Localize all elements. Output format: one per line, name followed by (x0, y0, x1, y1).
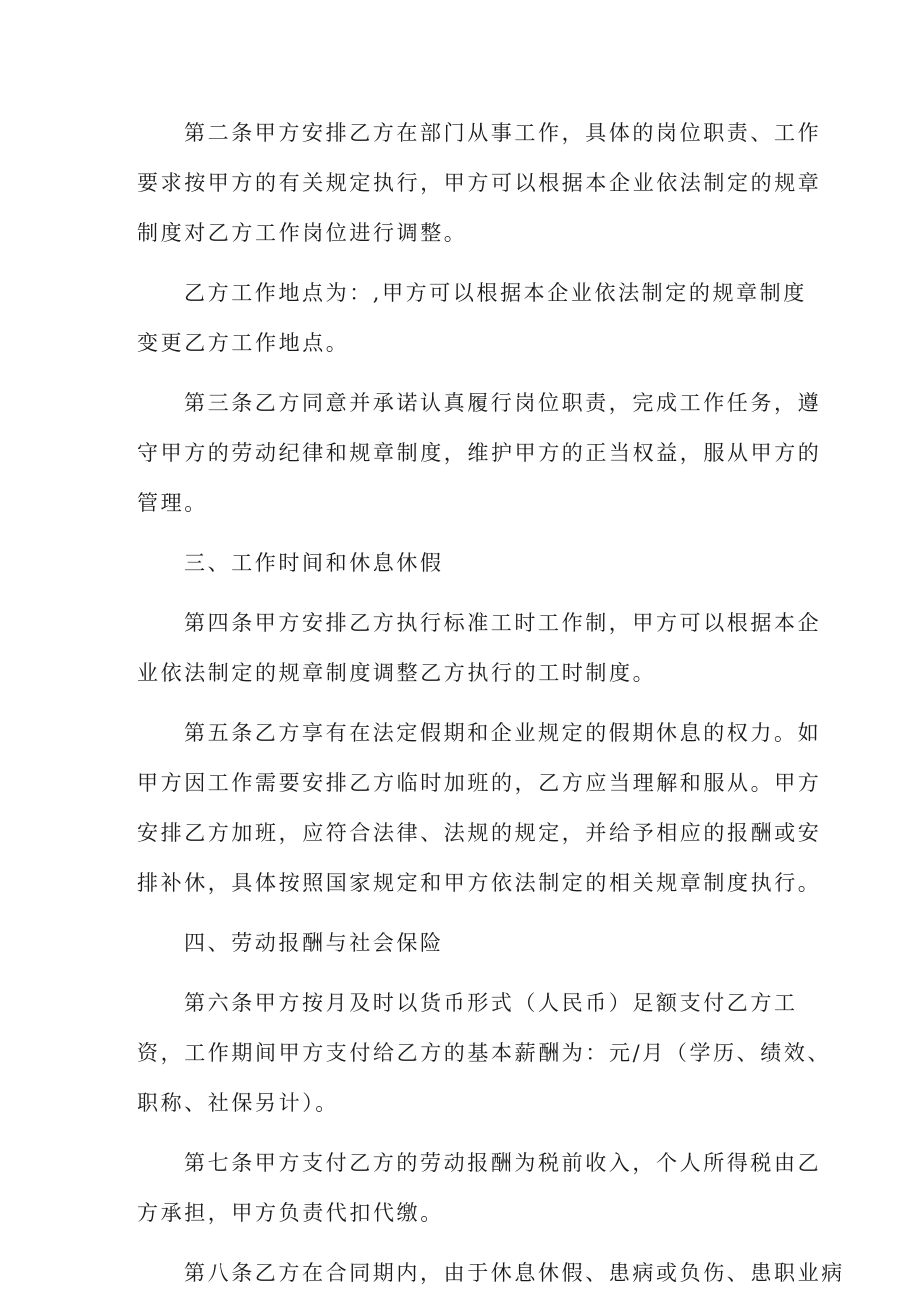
text-line: 第二条甲方安排乙方在部门从事工作，具体的岗位职责、工作 (184, 121, 822, 145)
text-line: 方承担，甲方负责代扣代缴。 (137, 1201, 444, 1225)
text-line: 第四条甲方安排乙方执行标准工时工作制，甲方可以根据本企 (184, 611, 822, 635)
text-line: 第六条甲方按月及时以货币形式（人民币）足额支付乙方工 (184, 991, 798, 1015)
text-line: 第八条乙方在合同期内，由于休息休假、患病或负伤、患职业病 (184, 1261, 845, 1285)
text-line: 业依法制定的规章制度调整乙方执行的工时制度。 (137, 661, 657, 685)
article-2-paragraph (137, 108, 822, 258)
article-5-paragraph (137, 708, 822, 908)
text-line: 第七条甲方支付乙方的劳动报酬为税前收入，个人所得税由乙 (184, 1151, 822, 1175)
work-location-paragraph (137, 268, 807, 368)
text-line: 要求按甲方的有关规定执行，甲方可以根据本企业依法制定的规章 (137, 171, 822, 195)
text-line: 第三条乙方同意并承诺认真履行岗位职责，完成工作任务，遵 (184, 391, 822, 415)
text-line: 乙方工作地点为：,甲方可以根据本企业依法制定的规章制度 (184, 281, 807, 305)
article-7-paragraph (137, 1138, 822, 1238)
section-heading (137, 918, 777, 968)
article-6-paragraph (137, 978, 832, 1128)
text-line: 职称、社保另计）。 (137, 1091, 339, 1115)
text-line: 管理。 (137, 491, 208, 515)
text-line: 排补休，具体按照国家规定和甲方依法制定的相关规章制度执行。 (137, 871, 822, 895)
article-4-paragraph (137, 598, 822, 698)
text-line: 甲方因工作需要安排乙方临时加班的，乙方应当理解和服从。甲方 (137, 771, 822, 795)
document-body (137, 108, 845, 1308)
article-3-paragraph (137, 378, 822, 528)
section-heading (137, 538, 777, 588)
text-line: 守甲方的劳动纪律和规章制度，维护甲方的正当权益，服从甲方的 (137, 441, 822, 465)
article-8-paragraph (137, 1248, 845, 1298)
text-line: 安排乙方加班，应符合法律、法规的规定，并给予相应的报酬或安 (137, 821, 822, 845)
section-4-heading: 四、劳动报酬与社会保险 (184, 931, 444, 955)
text-line: 变更乙方工作地点。 (137, 331, 350, 355)
text-line: 资，工作期间甲方支付给乙方的基本薪酬为：元/月（学历、绩效、 (137, 1041, 832, 1065)
text-line: 第五条乙方享有在法定假期和企业规定的假期休息的权力。如 (184, 721, 822, 745)
text-line: 制度对乙方工作岗位进行调整。 (137, 221, 468, 245)
section-3-heading: 三、工作时间和休息休假 (184, 551, 444, 575)
